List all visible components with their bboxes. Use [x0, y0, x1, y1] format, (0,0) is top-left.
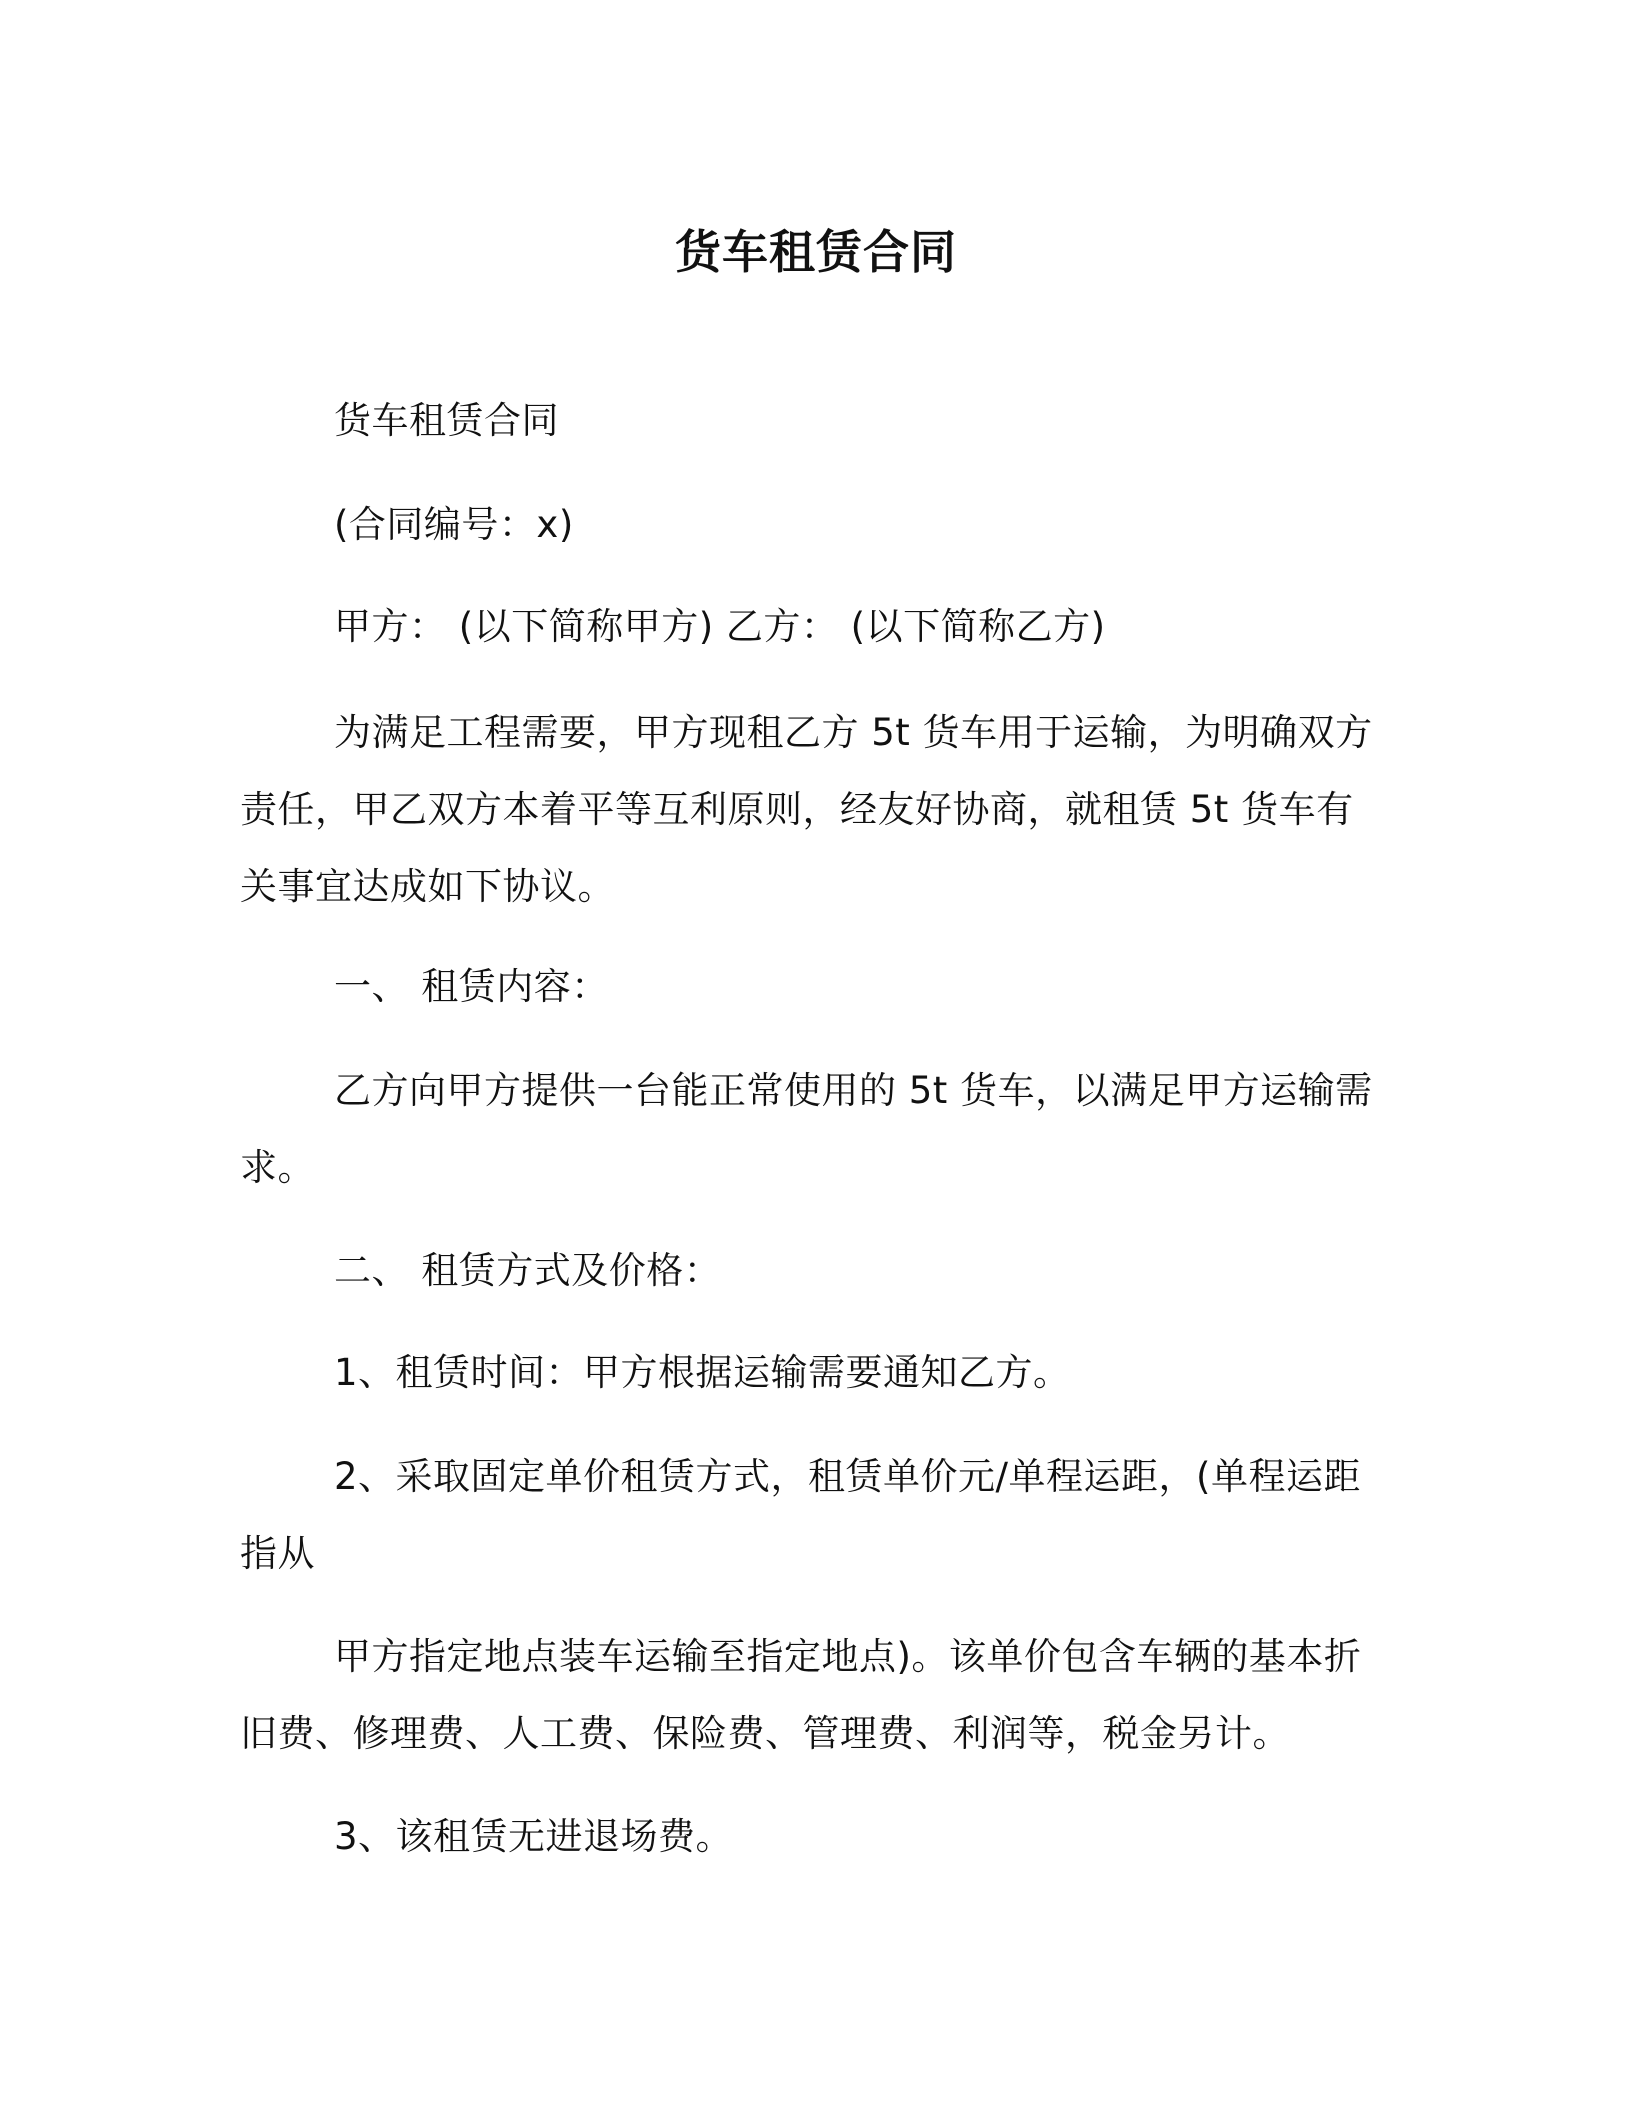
paragraph-item-1: 1、租赁时间：甲方根据运输需要通知乙方。	[334, 1351, 1071, 1394]
paragraph-item-2: 2、采取固定单价租赁方式，租赁单价元/单程运距，(单程运距指从	[240, 1455, 1361, 1575]
paragraph-heading: 货车租赁合同	[334, 399, 559, 442]
paragraph-item-2-continued: 甲方指定地点装车运输至指定地点)。该单价包含车辆的基本折旧费、修理费、人工费、保险费、管理费、利润等，税金另计。	[240, 1635, 1362, 1755]
paragraph-parties: 甲方： (以下简称甲方) 乙方： (以下简称乙方)	[334, 605, 1106, 648]
paragraph-preamble: 为满足工程需要，甲方现租乙方 5t 货车用于运输，为明确双方责任，甲乙双方本着平等互利原则，经友好协商，就租赁 5t 货车有关事宜达成如下协议。	[240, 711, 1373, 908]
paragraph-item-3: 3、该租赁无进退场费。	[334, 1815, 734, 1858]
paragraph-contract-number: (合同编号：x)	[334, 503, 574, 546]
section-heading-2: 二、 租赁方式及价格：	[334, 1249, 722, 1292]
document-title: 货车租赁合同	[675, 225, 957, 279]
paragraph-rental-content: 乙方向甲方提供一台能正常使用的 5t 货车，以满足甲方运输需求。	[240, 1069, 1373, 1189]
section-heading-1: 一、 租赁内容：	[334, 965, 609, 1008]
